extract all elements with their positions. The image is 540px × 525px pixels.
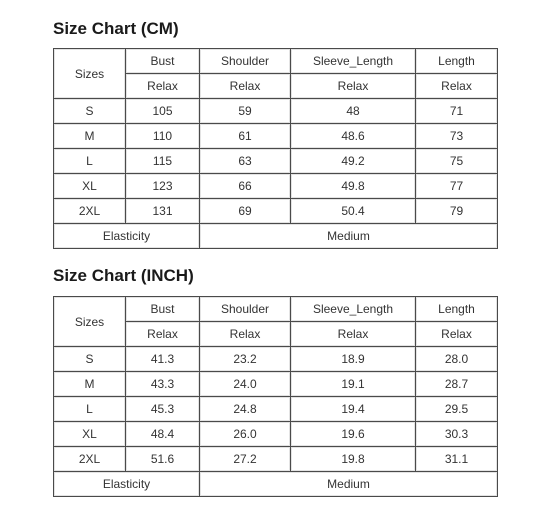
shoulder-cell: 69 (200, 199, 291, 224)
bust-header: Bust (126, 49, 200, 74)
bust-cell: 51.6 (126, 447, 200, 472)
shoulder-cell: 63 (200, 149, 291, 174)
table-row (54, 372, 498, 397)
sleeve-length-cell: 49.2 (291, 149, 416, 174)
size-cell: XL (54, 174, 126, 199)
size-cell: L (54, 397, 126, 422)
size-cell: L (54, 149, 126, 174)
table-row (54, 99, 498, 124)
elasticity-value: Medium (200, 472, 498, 497)
size-cell: S (54, 347, 126, 372)
sizes-header: Sizes (54, 297, 126, 347)
bust-cell: 110 (126, 124, 200, 149)
length-cell: 31.1 (416, 447, 498, 472)
bust-cell: 105 (126, 99, 200, 124)
elasticity-label: Elasticity (54, 472, 200, 497)
length-subheader: Relax (416, 74, 498, 99)
length-cell: 29.5 (416, 397, 498, 422)
size-chart-cm-table (53, 48, 498, 249)
sleeve-length-cell: 18.9 (291, 347, 416, 372)
size-cell: XL (54, 422, 126, 447)
shoulder-cell: 61 (200, 124, 291, 149)
length-cell: 71 (416, 99, 498, 124)
sleeve-length-header: Sleeve_Length (291, 297, 416, 322)
length-header: Length (416, 297, 498, 322)
sleeve-length-subheader: Relax (291, 322, 416, 347)
table-row (54, 347, 498, 372)
bust-subheader: Relax (126, 74, 200, 99)
table-row (54, 397, 498, 422)
shoulder-cell: 66 (200, 174, 291, 199)
shoulder-cell: 24.0 (200, 372, 291, 397)
table-header-row (54, 297, 498, 322)
bust-cell: 41.3 (126, 347, 200, 372)
bust-cell: 131 (126, 199, 200, 224)
size-cell: M (54, 372, 126, 397)
elasticity-value: Medium (200, 224, 498, 249)
shoulder-cell: 24.8 (200, 397, 291, 422)
bust-header: Bust (126, 297, 200, 322)
shoulder-subheader: Relax (200, 74, 291, 99)
sleeve-length-cell: 50.4 (291, 199, 416, 224)
length-cell: 75 (416, 149, 498, 174)
size-cell: S (54, 99, 126, 124)
sizes-header: Sizes (54, 49, 126, 99)
table-footer-row (54, 224, 498, 249)
table-row (54, 447, 498, 472)
sleeve-length-cell: 19.8 (291, 447, 416, 472)
table-row (54, 199, 498, 224)
length-cell: 30.3 (416, 422, 498, 447)
shoulder-cell: 23.2 (200, 347, 291, 372)
shoulder-subheader: Relax (200, 322, 291, 347)
shoulder-cell: 59 (200, 99, 291, 124)
length-subheader: Relax (416, 322, 498, 347)
bust-subheader: Relax (126, 322, 200, 347)
length-cell: 28.7 (416, 372, 498, 397)
table-row (54, 174, 498, 199)
elasticity-label: Elasticity (54, 224, 200, 249)
bust-cell: 43.3 (126, 372, 200, 397)
size-chart-cm-title: Size Chart (CM) (53, 19, 179, 38)
length-cell: 28.0 (416, 347, 498, 372)
table-row (54, 149, 498, 174)
size-cell: M (54, 124, 126, 149)
sleeve-length-cell: 48.6 (291, 124, 416, 149)
shoulder-header: Shoulder (200, 297, 291, 322)
sleeve-length-cell: 19.4 (291, 397, 416, 422)
size-cell: 2XL (54, 199, 126, 224)
shoulder-cell: 26.0 (200, 422, 291, 447)
sleeve-length-cell: 19.6 (291, 422, 416, 447)
size-cell: 2XL (54, 447, 126, 472)
size-chart-inch-table (53, 296, 498, 497)
length-cell: 77 (416, 174, 498, 199)
sleeve-length-subheader: Relax (291, 74, 416, 99)
length-cell: 73 (416, 124, 498, 149)
table-row (54, 124, 498, 149)
table-footer-row (54, 472, 498, 497)
sleeve-length-cell: 49.8 (291, 174, 416, 199)
length-header: Length (416, 49, 498, 74)
table-row (54, 422, 498, 447)
shoulder-cell: 27.2 (200, 447, 291, 472)
size-chart-inch-title: Size Chart (INCH) (53, 266, 194, 285)
table-header-row (54, 49, 498, 74)
sleeve-length-header: Sleeve_Length (291, 49, 416, 74)
bust-cell: 48.4 (126, 422, 200, 447)
sleeve-length-cell: 19.1 (291, 372, 416, 397)
length-cell: 79 (416, 199, 498, 224)
bust-cell: 115 (126, 149, 200, 174)
sleeve-length-cell: 48 (291, 99, 416, 124)
bust-cell: 123 (126, 174, 200, 199)
shoulder-header: Shoulder (200, 49, 291, 74)
bust-cell: 45.3 (126, 397, 200, 422)
